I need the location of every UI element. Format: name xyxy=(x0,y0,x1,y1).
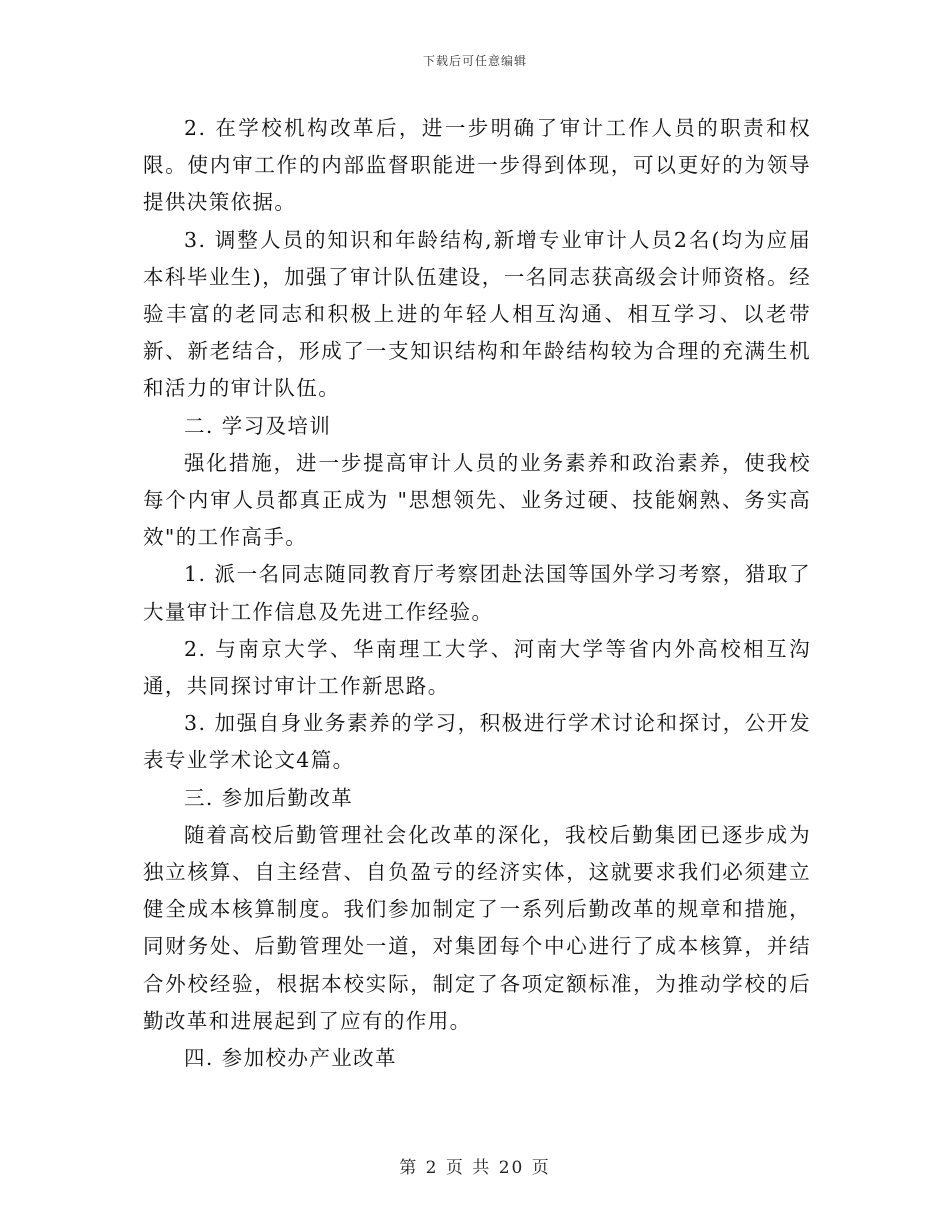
page-number: 第 2 页 共 20 页 xyxy=(399,1158,551,1178)
section-heading-industry-reform: 四. 参加校办产业改革 xyxy=(184,1046,397,1071)
paragraph-university-exchange: 2. 与南京大学、华南理工大学、河南大学等省内外高校相互沟通，共同探讨审计工作新思路。 xyxy=(143,636,811,699)
page-header: 下载后可任意编辑 xyxy=(422,54,527,68)
section-heading-training: 二. 学习及培训 xyxy=(184,413,332,438)
paragraph-role-clarification: 2. 在学校机构改革后，进一步明确了审计工作人员的职责和权限。使内审工作的内部监督职能进一步得到体现，可以更好的为领导提供决策依据。 xyxy=(143,116,811,215)
paragraph-abroad-study: 1. 派一名同志随同教育厅考察团赴法国等国外学习考察，猎取了大量审计工作信息及先进工作经验。 xyxy=(143,562,811,624)
paragraph-staff-structure: 3. 调整人员的知识和年龄结构,新增专业审计人员2名(均为应届本科毕业生)，加强了审计队伍建设，一名同志获高级会计师资格。经验丰富的老同志和积极上进的年轻人相互沟通、相互学习、以老带新、新老结合，形成了一支知识结构和年龄结构较为合理的充满生机和活力的审计队伍。 xyxy=(143,227,811,401)
paragraph-logistics-reform: 随着高校后勤管理社会化改革的深化，我校后勤集团已逐步成为独立核算、自主经营、自负盈亏的经济实体，这就要求我们必须建立健全成本核算制度。我们参加制定了一系列后勤改革的规章和措施，同财务处、后勤管理处一道，对集团每个中心进行了成本核算，并结合外校经验，根据本校实际，制定了各项定额标准，为推动学校的后勤改革和进展起到了应有的作用。 xyxy=(143,822,811,1033)
paragraph-academic-papers: 3. 加强自身业务素养的学习，积极进行学术讨论和探讨，公开发表专业学术论文4篇。 xyxy=(143,711,811,773)
section-heading-logistics-reform: 三. 参加后勤改革 xyxy=(184,785,354,810)
document-body xyxy=(143,110,811,1077)
paragraph-training-intro: 强化措施，进一步提高审计人员的业务素养和政治素养，使我校每个内审人员都真正成为 "思想领先、业务过硬、技能娴熟、务实高效"的工作高手。 xyxy=(143,450,811,550)
